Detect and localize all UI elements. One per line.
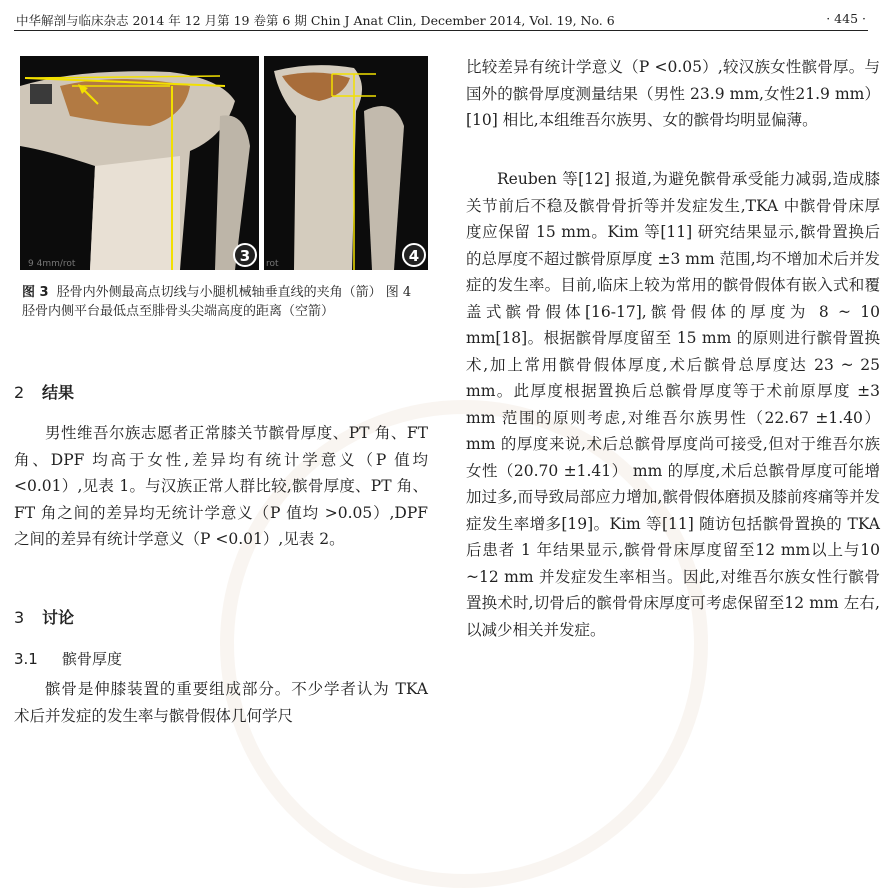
- section-heading-discussion: [14, 605, 74, 628]
- results-paragraph: 男性维吾尔族志愿者正常膝关节髌骨厚度、PT 角、FT 角、DPF 均高于女性,差异均有统计学意义（P 值均 <0.01）,见表 1。与汉族正常人群比较,髌骨厚度、PT 角、FT 角之间的差异均无统计学意义（P 值均 >0.05）,DPF 之间的差异有统计学意义（P <0.01）,见表 2。: [14, 424, 428, 548]
- figure-caption-text: 胫骨内外侧最高点切线与小腿机械轴垂直线的夹角（箭） 图 4 胫骨内侧平台最低点至腓骨头尖端高度的距离（空箭）: [22, 285, 412, 319]
- subsection-title: 髌骨厚度: [62, 650, 123, 668]
- figure-3-image: [20, 56, 259, 270]
- section-title: 结果: [42, 383, 75, 402]
- section-number: 3: [14, 608, 25, 627]
- subsection-heading-patella-thickness: [14, 648, 122, 669]
- page-number: · 445 ·: [826, 11, 866, 26]
- figure-panel: [20, 56, 428, 270]
- section-heading-results: [14, 380, 74, 403]
- subsection-number: 3.1: [14, 650, 38, 668]
- section-number: 2: [14, 383, 25, 402]
- figure-4-scale: rot: [266, 259, 279, 269]
- running-header: [14, 8, 868, 31]
- right-column-paragraph-1: 比较差异有统计学意义（P <0.05）,较汉族女性髌骨厚。与国外的髌骨厚度测量结果（男性 23.9 mm,女性21.9 mm）[10] 相比,本组维吾尔族男、女的髌骨均明显偏薄。: [466, 58, 880, 129]
- section-title: 讨论: [42, 608, 75, 627]
- figure-caption: [22, 283, 428, 321]
- figure-3-scale: 9 4mm/rot: [28, 259, 76, 269]
- figure-4-image: [264, 56, 428, 270]
- right-column-paragraph-2: Reuben 等[12] 报道,为避免髌骨承受能力减弱,造成膝关节前后不稳及髌骨骨折等并发症发生,TKA 中髌骨骨床厚度应保留 15 mm。Kim 等[11] 研究结果显示,髌骨置换后的总厚度不超过髌骨原厚度 ±3 mm 范围,均不增加术后并发症的发生率。目前,临床上较为常用的髌骨假体有嵌入式和覆盖式髌骨假体[16-17],髌骨假体的厚度为 8 ~ 10 mm[18]。根据髌骨厚度留至 15 mm 的原则进行髌骨置换术,加上常用髌骨假体厚度,术后髌骨总厚度达 23 ~ 25 mm。此厚度根据置换后总髌骨厚度等于术前原厚度 ±3 mm 范围的原则考虑,对维吾尔族男性（22.67 ±1.40） mm 的厚度来说,术后总髌骨厚度尚可接受,但对于维吾尔族女性（20.70 ±1.41） mm 的厚度,术后总髌骨厚度可能增加过多,而导致局部应力增加,髌骨假体磨损及膝前疼痛等并发症发生率增多[19]。Kim 等[11] 随访包括髌骨置换的 TKA 后患者 1 年结果显示,髌骨骨床厚度留至12 mm以上与10 ~12 mm 并发症发生率相当。因此,对维吾尔族女性行髌骨置换术时,切骨后的髌骨骨床厚度可考虑保留至12 mm 左右,以减少相关并发症。: [466, 170, 880, 639]
- discussion-paragraph: 髌骨是伸膝装置的重要组成部分。不少学者认为 TKA 术后并发症的发生率与髌骨假体几何学尺: [14, 680, 428, 725]
- figure-4-number: 4: [408, 247, 420, 265]
- figure-3-number: 3: [239, 247, 251, 265]
- journal-citation: 中华解剖与临床杂志 2014 年 12 月第 19 卷第 6 期 Chin J Anat Clin, December 2014, Vol. 19, No. 6: [16, 13, 615, 28]
- figure-caption-label: 图 3: [22, 285, 49, 300]
